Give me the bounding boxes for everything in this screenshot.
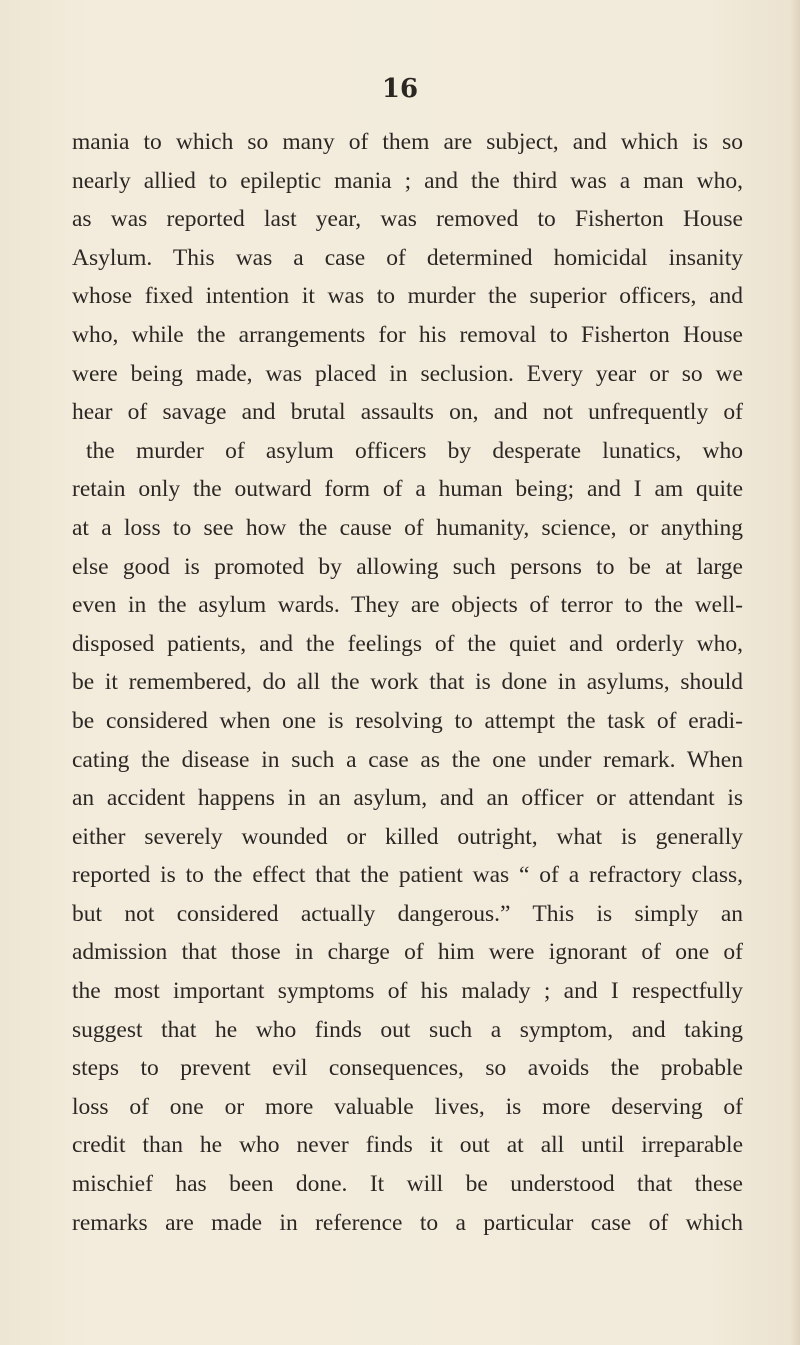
text-line: as was reported last year, was removed to Fisherton House <box>72 206 743 233</box>
text-line: hear of savage and brutal assaults on, and not unfrequently of <box>72 399 743 426</box>
text-line: mischief has been done. It will be understood that these <box>72 1171 743 1198</box>
text-line: reported is to the effect that the patient was “ of a refractory class, <box>72 862 743 889</box>
text-line: disposed patients, and the feelings of the quiet and orderly who, <box>72 630 743 657</box>
text-line: suggest that he who finds out such a symptom, and taking <box>72 1016 743 1043</box>
text-line: even in the asylum wards. They are objects of terror to the well- <box>72 592 743 619</box>
text-line: retain only the outward form of a human being; and I am quite <box>72 476 743 503</box>
text-line: be it remembered, do all the work that is done in asylums, should <box>72 669 743 696</box>
text-line: but not considered actually dangerous.” This is simply an <box>72 900 743 927</box>
text-line: else good is promoted by allowing such persons to be at large <box>72 553 743 580</box>
text-line: an accident happens in an asylum, and an officer or attendant is <box>72 785 743 812</box>
text-line: credit than he who never finds it out at all until irreparable <box>72 1132 743 1159</box>
text-line: cating the disease in such a case as the one under remark. When <box>72 746 743 773</box>
page-edge-shadow <box>790 0 800 1345</box>
text-line: who, while the arrangements for his removal to Fisherton House <box>72 321 743 348</box>
text-line: mania to which so many of them are subject, and which is so <box>72 129 743 155</box>
text-line: be considered when one is resolving to attempt the task of eradi- <box>72 707 743 734</box>
text-line: loss of one or more valuable lives, is more deserving of <box>72 1093 743 1120</box>
text-line: the murder of asylum officers by desperate lunatics, who <box>86 437 743 464</box>
text-line: were being made, was placed in seclusion. Every year or so we <box>72 360 743 387</box>
text-line: steps to prevent evil consequences, so avoids the probable <box>72 1055 743 1082</box>
text-line: whose fixed intention it was to murder the superior officers, and <box>72 283 743 310</box>
text-line: the most important symptoms of his malady ; and I respectfully <box>72 978 743 1005</box>
text-line: admission that those in charge of him were ignorant of one of <box>72 939 743 966</box>
body-text <box>72 123 743 1242</box>
page-number: 16 <box>381 74 419 104</box>
text-line: Asylum. This was a case of determined homicidal insanity <box>72 244 743 271</box>
text-line: nearly allied to epileptic mania ; and the third was a man who, <box>72 167 743 194</box>
text-line: at a loss to see how the cause of humanity, science, or anything <box>72 514 743 541</box>
text-line: remarks are made in reference to a particular case of which <box>72 1209 743 1236</box>
text-line: either severely wounded or killed outright, what is generally <box>72 823 743 850</box>
